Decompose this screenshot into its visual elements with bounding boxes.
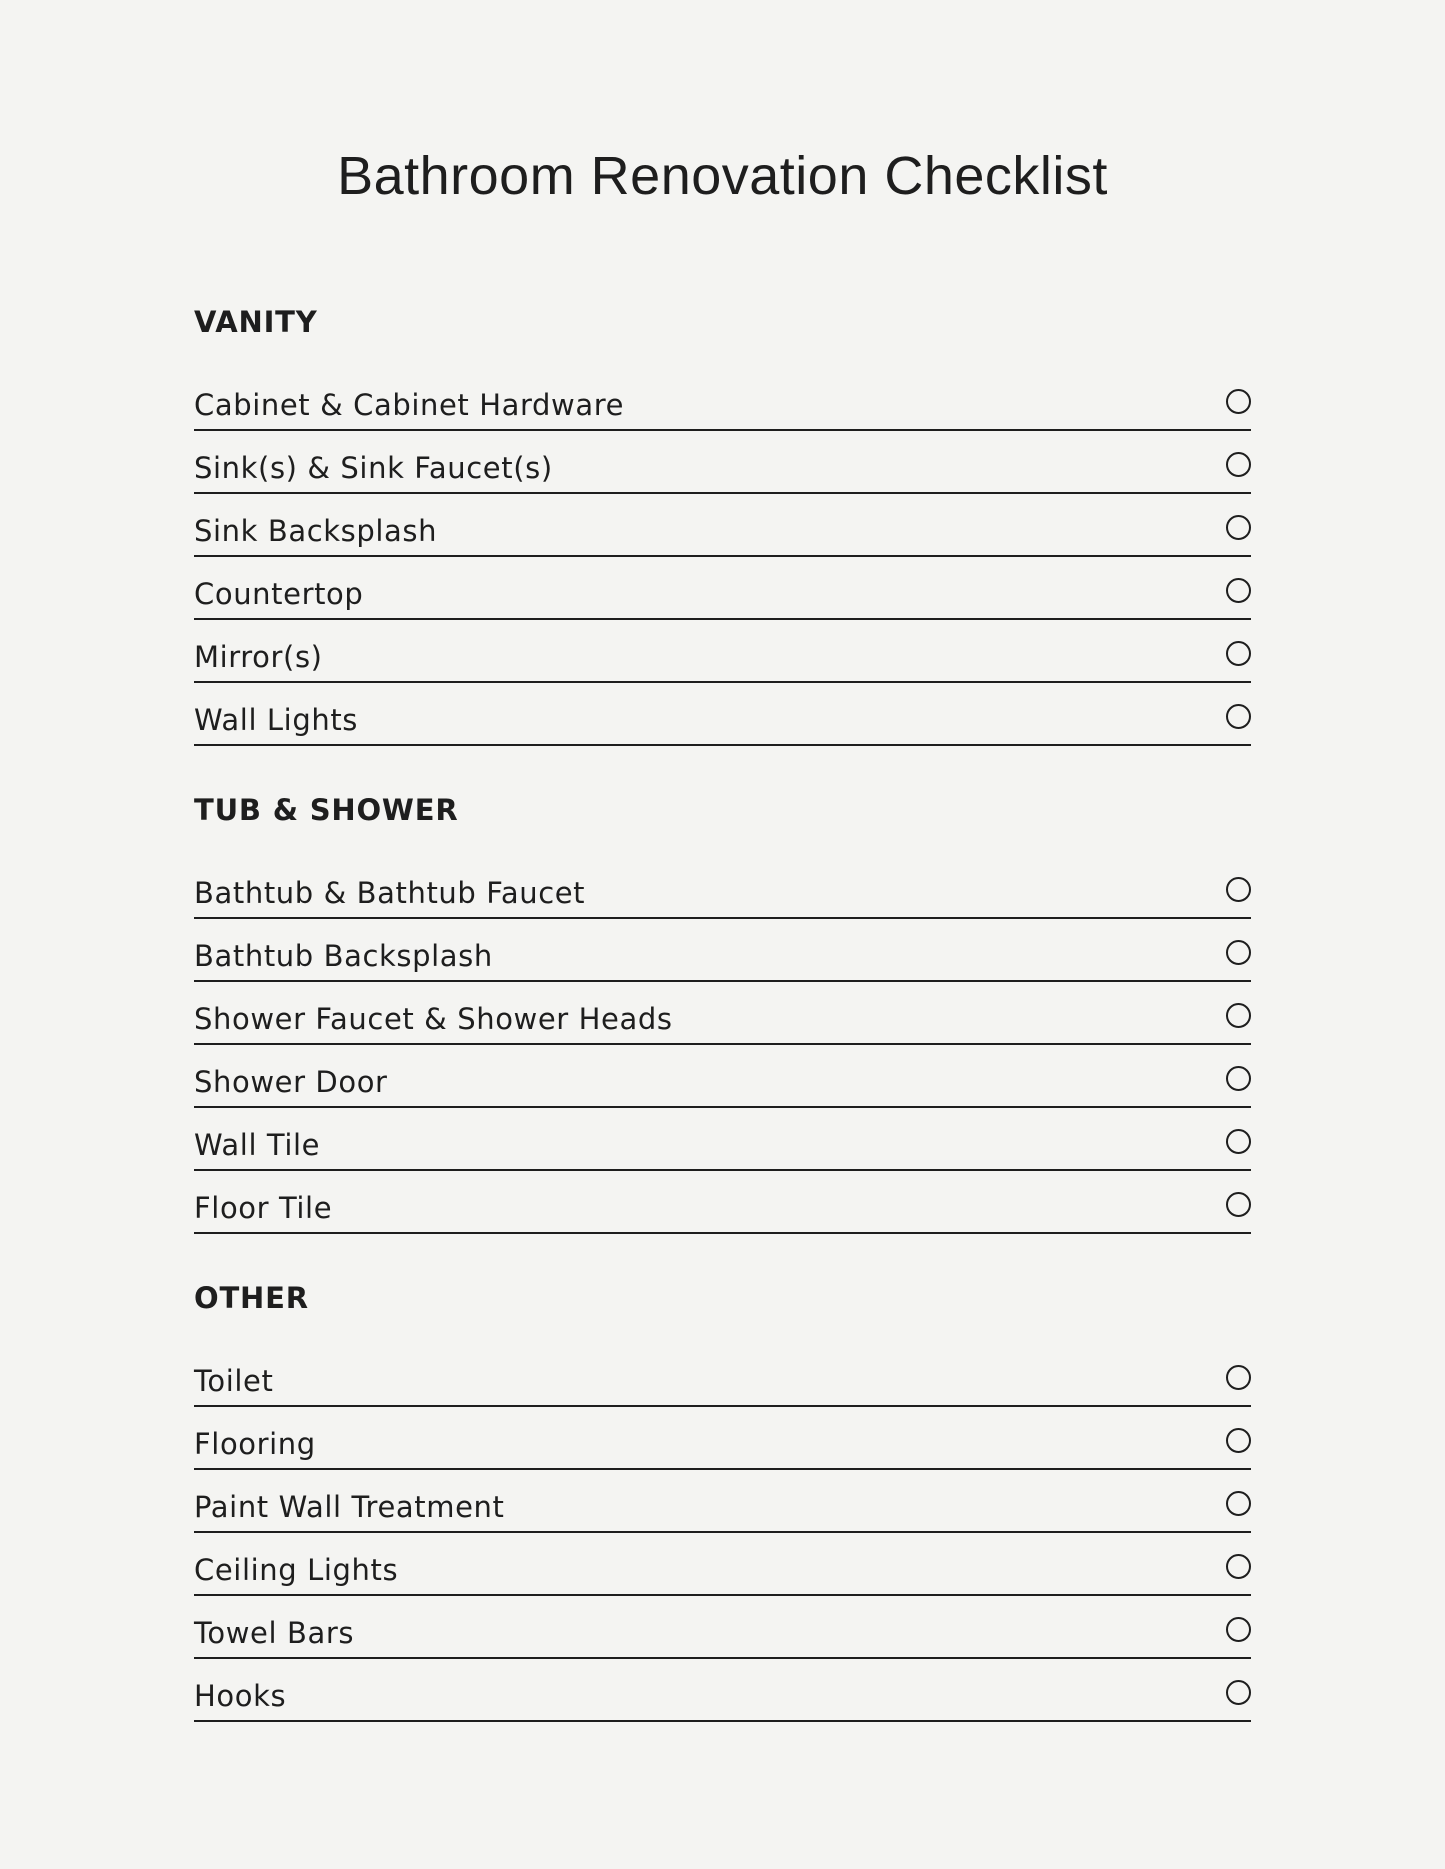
item-label: Sink(s) & Sink Faucet(s) — [194, 451, 553, 485]
checkbox-circle-icon[interactable] — [1226, 1491, 1251, 1516]
item-label: Mirror(s) — [194, 640, 323, 674]
checklist-items — [194, 1344, 1251, 1722]
checkbox-circle-icon[interactable] — [1226, 1680, 1251, 1705]
section-other — [194, 1278, 1251, 1722]
item-label: Flooring — [194, 1427, 316, 1461]
checkbox-circle-icon[interactable] — [1226, 704, 1251, 729]
section-vanity — [194, 302, 1251, 746]
checkbox-circle-icon[interactable] — [1226, 389, 1251, 414]
checklist-item — [194, 1108, 1251, 1171]
checklist-items — [194, 368, 1251, 746]
checklist-item — [194, 1596, 1251, 1659]
item-label: Sink Backsplash — [194, 514, 438, 548]
section-heading: OTHER — [194, 1281, 309, 1315]
checkbox-circle-icon[interactable] — [1226, 1129, 1251, 1154]
checklist-item — [194, 1659, 1251, 1722]
checklist-item — [194, 431, 1251, 494]
checklist-item — [194, 368, 1251, 431]
section-tub-shower — [194, 790, 1251, 1234]
item-label: Shower Faucet & Shower Heads — [194, 1002, 673, 1036]
checklist-item — [194, 557, 1251, 620]
section-heading: VANITY — [194, 305, 318, 339]
checklist-item — [194, 1171, 1251, 1234]
page-title: Bathroom Renovation Checklist — [337, 146, 1108, 206]
item-label: Hooks — [194, 1679, 287, 1713]
item-label: Bathtub Backsplash — [194, 939, 493, 973]
checkbox-circle-icon[interactable] — [1226, 1428, 1251, 1453]
item-label: Bathtub & Bathtub Faucet — [194, 876, 586, 910]
item-label: Wall Tile — [194, 1128, 321, 1162]
item-label: Wall Lights — [194, 703, 359, 737]
checklist-item — [194, 1045, 1251, 1108]
checklist-item — [194, 1470, 1251, 1533]
checkbox-circle-icon[interactable] — [1226, 1066, 1251, 1091]
checkbox-circle-icon[interactable] — [1226, 1365, 1251, 1390]
checkbox-circle-icon[interactable] — [1226, 1003, 1251, 1028]
checkbox-circle-icon[interactable] — [1226, 515, 1251, 540]
checkbox-circle-icon[interactable] — [1226, 940, 1251, 965]
checklist-item — [194, 683, 1251, 746]
checklist-item — [194, 1344, 1251, 1407]
item-label: Ceiling Lights — [194, 1553, 399, 1587]
checkbox-circle-icon[interactable] — [1226, 1192, 1251, 1217]
checklist-item — [194, 982, 1251, 1045]
item-label: Towel Bars — [194, 1616, 355, 1650]
checklist-item — [194, 1407, 1251, 1470]
checkbox-circle-icon[interactable] — [1226, 641, 1251, 666]
checklist-item — [194, 1533, 1251, 1596]
checkbox-circle-icon[interactable] — [1226, 877, 1251, 902]
item-label: Toilet — [194, 1364, 274, 1398]
checkbox-circle-icon[interactable] — [1226, 452, 1251, 477]
checkbox-circle-icon[interactable] — [1226, 578, 1251, 603]
item-label: Countertop — [194, 577, 364, 611]
item-label: Cabinet & Cabinet Hardware — [194, 388, 625, 422]
checkbox-circle-icon[interactable] — [1226, 1617, 1251, 1642]
item-label: Shower Door — [194, 1065, 388, 1099]
checklist-item — [194, 919, 1251, 982]
checklist-item — [194, 620, 1251, 683]
section-heading: TUB & SHOWER — [194, 793, 459, 827]
checklist-item — [194, 856, 1251, 919]
item-label: Paint Wall Treatment — [194, 1490, 505, 1524]
checklist-item — [194, 494, 1251, 557]
item-label: Floor Tile — [194, 1191, 333, 1225]
checklist-items — [194, 856, 1251, 1234]
checkbox-circle-icon[interactable] — [1226, 1554, 1251, 1579]
